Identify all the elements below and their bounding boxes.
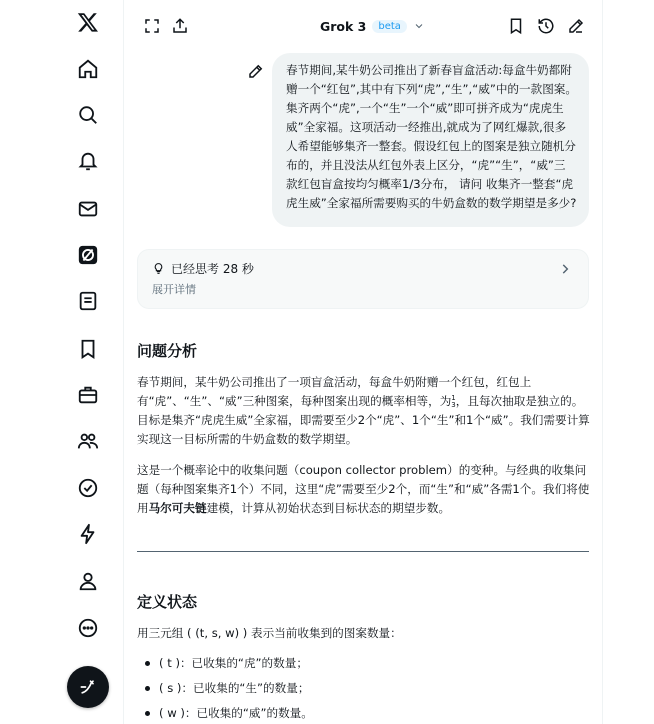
model-selector[interactable] — [320, 16, 425, 36]
section-title-analysis: 问题分析 — [137, 342, 198, 360]
beta-badge: beta — [372, 20, 407, 33]
lists-icon[interactable] — [76, 289, 100, 313]
compose-post-icon — [78, 677, 98, 697]
share-icon[interactable] — [170, 16, 190, 36]
list-item: ( s )：已收集的“生”的数量； — [145, 679, 585, 704]
history-icon[interactable] — [536, 16, 556, 36]
chevron-down-icon — [413, 20, 425, 32]
bookmarks-icon[interactable] — [76, 337, 100, 361]
thinking-panel[interactable] — [137, 249, 589, 309]
fraction-denominator: 3 — [451, 400, 456, 409]
paragraph-2-bold: 马尔可夫链 — [148, 501, 207, 515]
section-title-states: 定义状态 — [137, 593, 198, 611]
more-icon[interactable] — [76, 616, 100, 640]
communities-icon[interactable] — [76, 429, 100, 453]
column-divider — [602, 0, 603, 724]
compose-post-button[interactable] — [67, 666, 109, 708]
thinking-title — [152, 260, 254, 277]
user-message-bubble: 春节期间,某牛奶公司推出了新春盲盒活动:每盒牛奶都附赠一个“红包”,其中有下列“虎”,“生”,“威”中的一款图案。集齐两个“虎”,一个“生”一个“威”即可拼齐成为“虎虎生威”全家福。这项活动一经推出,就成为了网红爆款,很多人希望能够集齐一整套。假设红包上的图案是独立随机分布的，并且没法从红包外表上区分，“虎”“生”，“威”三款红包盲盒按均匀概率1/3分布， 请问 收集齐一整套“虎虎生威”全家福所需要购买的牛奶盒数的数学期望是多少? — [272, 53, 589, 227]
paragraph-1-text-a: 春节期间，某牛奶公司推出了一项盲盒活动，每盒牛奶附赠一个红包，红包上有“虎”、“生”、“威”三种图案，每种图案出现的概率相等，为 — [137, 375, 532, 408]
premium-icon[interactable] — [76, 522, 100, 546]
messages-icon[interactable] — [76, 197, 100, 221]
edit-message-icon[interactable] — [247, 62, 265, 80]
paragraph-2-text-b: 建模，计算从初始状态到目标状态的期望步数。 — [206, 501, 451, 515]
bookmark-icon[interactable] — [506, 16, 526, 36]
verified-icon[interactable] — [76, 476, 100, 500]
x-logo-icon[interactable] — [76, 10, 100, 34]
expand-details[interactable]: 展开详情 — [152, 283, 196, 296]
profile-icon[interactable] — [76, 569, 100, 593]
sidebar — [0, 0, 124, 724]
answer-paragraph-1 — [137, 373, 592, 449]
grok-icon[interactable] — [76, 243, 100, 267]
search-icon[interactable] — [76, 103, 100, 127]
state-definition-list — [145, 654, 585, 724]
list-item: ( w )：已收集的“威”的数量。 — [145, 704, 585, 724]
grok-header — [124, 0, 602, 52]
model-name: Grok 3 — [320, 18, 367, 34]
lightbulb-icon — [152, 262, 165, 275]
new-chat-icon[interactable] — [566, 16, 586, 36]
section-divider — [137, 551, 589, 552]
expand-icon[interactable] — [142, 16, 162, 36]
answer-paragraph-3: 用三元组 ( (t, s, w) ) 表示当前收集到的图案数量： — [137, 626, 402, 640]
answer-paragraph-2 — [137, 461, 592, 518]
paragraph-2-text-a: 这是一个概率论中的收集问题（coupon collector problem）的变种。与经典的收集问题（每种图案集齐1个）不同，这里“虎”需要至少2个，而“生”和“威”各需1个。我们将使用 — [137, 463, 590, 515]
home-icon[interactable] — [76, 57, 100, 81]
fraction-numerator: 1 — [451, 393, 456, 402]
notifications-icon[interactable] — [76, 149, 100, 173]
list-item: ( t )：已收集的“虎”的数量； — [145, 654, 585, 679]
paragraph-1-text-b: ，且每次抽取是独立的。目标是集齐“虎虎生威”全家福，即需要至少2个“虎”、1个“生”和1个“威”。我们需要计算实现这一目标所需的牛奶盒数的数学期望。 — [137, 394, 590, 446]
jobs-icon[interactable] — [76, 383, 100, 407]
thinking-duration: 已经思考 28 秒 — [171, 262, 254, 276]
chevron-right-icon — [558, 262, 572, 276]
